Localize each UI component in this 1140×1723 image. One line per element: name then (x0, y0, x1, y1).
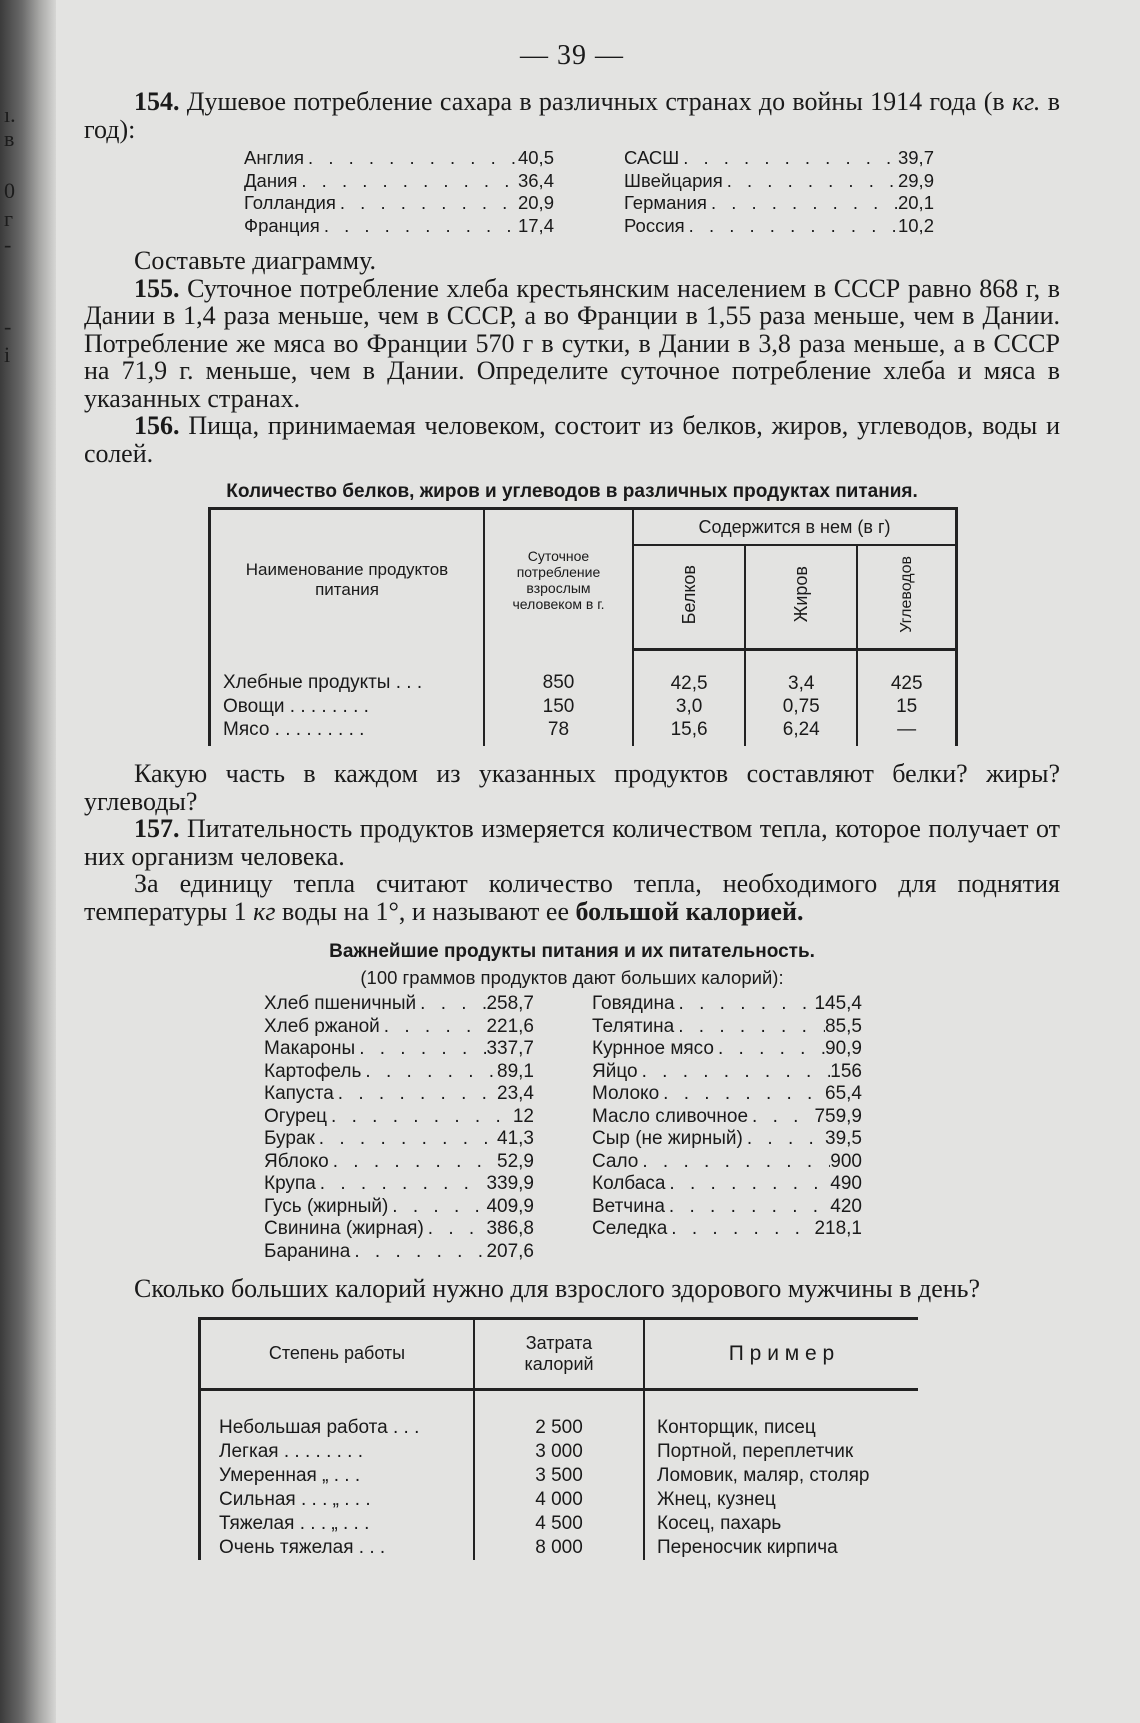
list-item: Яйцо . . . 156 (592, 1061, 862, 1084)
list-item: Курнное мясо . . . 90,9 (592, 1038, 862, 1061)
cell-protein: 15,6 (633, 718, 745, 746)
table-row (200, 1440, 919, 1464)
cell-name: Овощи . . . . . . . . (210, 695, 485, 718)
list-item: Колбаса . . . 490 (592, 1173, 862, 1196)
problem-number: 154. (134, 87, 180, 116)
cell-cost: 2 500 (474, 1389, 644, 1440)
list-item: Голландия . . . 20,9 (244, 192, 554, 215)
cell-protein: 42,5 (633, 650, 745, 696)
cell-cost: 4 000 (474, 1488, 644, 1512)
list-item: Картофель . . . 89,1 (264, 1061, 534, 1084)
list-item: Франция . . . 17,4 (244, 215, 554, 238)
problem-number: 156. (134, 411, 180, 440)
page-number: — 39 — (520, 40, 624, 71)
col-header-cost: Затрата калорий (474, 1318, 644, 1389)
cell-fat: 0,75 (745, 695, 857, 718)
list-item: Англия . . . 40,5 (244, 147, 554, 170)
book-page (84, 40, 1060, 1560)
col-header-protein: Белков (633, 545, 745, 650)
list-item: Телятина . . . 85,5 (592, 1016, 862, 1039)
list-item: Сыр (не жирный) . . . 39,5 (592, 1128, 862, 1151)
edge-fragment: 0 (4, 178, 15, 203)
list-item: Крупа . . . 339,9 (264, 1173, 534, 1196)
calories-list (264, 993, 1060, 1263)
col-header-fat: Жиров (745, 545, 857, 650)
problem-157-text: 157. Питательность продуктов измеряется количеством тепла, которое получает от них организм человека. (84, 814, 1060, 871)
problem-number: 155. (134, 273, 180, 303)
col-header-daily: Суточное потребление взрослым человеком в г. (484, 509, 633, 650)
cell-cost: 4 500 (474, 1512, 644, 1536)
sugar-list-left (244, 147, 554, 237)
list-item: Капуста . . . 23,4 (264, 1083, 534, 1106)
nutrients-table (208, 507, 958, 746)
book-spine-shadow (0, 0, 56, 1723)
cell-example: Портной, переплетчик (657, 1440, 854, 1462)
problem-number: 157. (134, 814, 180, 843)
cell-example: Переносчик кирпича (657, 1536, 838, 1558)
work-calories-table (198, 1317, 918, 1560)
col-header-example: П р и м е р (644, 1318, 918, 1389)
calories-list-right (592, 993, 862, 1263)
list-item: Хлеб ржаной . . . 221,6 (264, 1016, 534, 1039)
cell-daily: 850 (484, 650, 633, 696)
cell-name: Мясо . . . . . . . . . (210, 718, 485, 746)
cell-cost: 3 000 (474, 1440, 644, 1464)
table-row (200, 1389, 919, 1440)
col-header-contains: Содержится в нем (в г) (633, 509, 957, 546)
problem-156-question: Какую часть в каждом из указанных продуктов составляют белки? жиры? углеводы? (84, 759, 1060, 816)
table-row (200, 1512, 919, 1536)
table-row (200, 1536, 919, 1560)
edge-fragment: ı. (4, 102, 16, 127)
cell-protein: 3,0 (633, 695, 745, 718)
cell-example: Жнец, кузнец (657, 1488, 776, 1510)
edge-fragment: г (4, 206, 14, 231)
list-item: Баранина . . . 207,6 (264, 1241, 534, 1264)
cell-carbs: 425 (890, 673, 923, 694)
cell-daily: 78 (484, 718, 633, 746)
cell-daily: 150 (484, 695, 633, 718)
cell-degree: Тяжелая . . . „ . . . (200, 1512, 475, 1536)
list-item: Говядина . . . 145,4 (592, 993, 862, 1016)
list-item: Макароны . . . 337,7 (264, 1038, 534, 1061)
sugar-consumption-list (244, 147, 1060, 237)
col-header-degree: Степень работы (200, 1318, 475, 1389)
table-row (210, 650, 957, 696)
cell-degree: Небольшая работа . . . (200, 1389, 475, 1440)
cell-name: Хлебные продукты . . . (210, 650, 485, 696)
cell-cost: 3 500 (474, 1464, 644, 1488)
calories-list-left (264, 993, 534, 1263)
edge-fragment: i (4, 342, 11, 367)
table-row (210, 695, 957, 718)
edge-fragment: в (4, 126, 15, 151)
cell-carbs: — (897, 719, 917, 740)
list-item: Огурец . . . 12 (264, 1106, 534, 1129)
list-item: Селедка . . . 218,1 (592, 1218, 862, 1241)
problem-157-question: Сколько больших калорий нужно для взрослого здорового мужчины в день? (134, 1274, 981, 1303)
list-item: Свинина (жирная) . . . 386,8 (264, 1218, 534, 1241)
list-item: САСШ . . . 39,7 (624, 147, 934, 170)
cell-fat: 6,24 (745, 718, 857, 746)
calories-subcaption: (100 граммов продуктов дают больших калорий): (360, 967, 784, 988)
list-item: Швейцария . . . 29,9 (624, 170, 934, 193)
table-row (210, 718, 957, 746)
problem-155-text: 155. Суточное потребление хлеба крестьянским населением в СССР равно 868 г, в Дании в 1,4 раза меньше, чем в СССР, а во Франции в 1,55 раза меньше, чем в Дании. Потребление же мяса во Франции 570 г в сутки, в Дании в 3,8 раза меньше, а в СССР на 71,9 г. меньше, чем в Дании. Определите суточное потребление хлеба и мяса в указанных странах. (84, 273, 1060, 413)
list-item: Молоко . . . 65,4 (592, 1083, 862, 1106)
list-item: Россия . . . 10,2 (624, 215, 934, 238)
list-item: Германия . . . 20,1 (624, 192, 934, 215)
calories-caption: Важнейшие продукты питания и их питательность. (329, 941, 815, 962)
cell-carbs: 15 (896, 696, 918, 717)
list-item: Гусь (жирный) . . . 409,9 (264, 1196, 534, 1219)
cell-degree: Очень тяжелая . . . (200, 1536, 475, 1560)
cell-example: Косец, пахарь (657, 1512, 782, 1534)
problem-156-text: 156. Пища, принимаемая человеком, состоит из белков, жиров, углеводов, воды и солей. (84, 411, 1060, 468)
table-row (200, 1464, 919, 1488)
nutrients-table-caption: Количество белков, жиров и углеводов в различных продуктах питания. (226, 481, 918, 502)
col-header-name: Наименование продуктов питания (210, 509, 485, 650)
list-item: Дания . . . 36,4 (244, 170, 554, 193)
cell-cost: 8 000 (474, 1536, 644, 1560)
list-item: Хлеб пшеничный . . . 258,7 (264, 993, 534, 1016)
cell-degree: Умеренная „ . . . (200, 1464, 475, 1488)
problem-157-definition: За единицу тепла считают количество тепла, необходимого для поднятия температуры 1 кг воды на 1°, и называют ее большой калорией. (84, 869, 1060, 926)
cell-fat: 3,4 (745, 650, 857, 696)
list-item: Масло сливочное . . . 759,9 (592, 1106, 862, 1129)
table-row (200, 1488, 919, 1512)
sugar-list-right (624, 147, 934, 237)
edge-fragment: - (4, 314, 12, 339)
list-item: Бурак . . . 41,3 (264, 1128, 534, 1151)
cell-degree: Сильная . . . „ . . . (200, 1488, 475, 1512)
cell-example: Ломовик, маляр, столяр (657, 1464, 870, 1486)
edge-fragment: - (4, 232, 12, 257)
list-item: Яблоко . . . 52,9 (264, 1151, 534, 1174)
problem-154-text: 154. Душевое потребление сахара в различных странах до войны 1914 года (в кг. в год): (84, 87, 1060, 144)
col-header-carbs: Углеводов (857, 545, 956, 650)
list-item: Сало . . . 900 (592, 1151, 862, 1174)
list-item: Ветчина . . . 420 (592, 1196, 862, 1219)
cell-example: Конторщик, писец (657, 1417, 816, 1438)
cell-degree: Легкая . . . . . . . . (200, 1440, 475, 1464)
problem-154-task: Составьте диаграмму. (134, 246, 376, 275)
